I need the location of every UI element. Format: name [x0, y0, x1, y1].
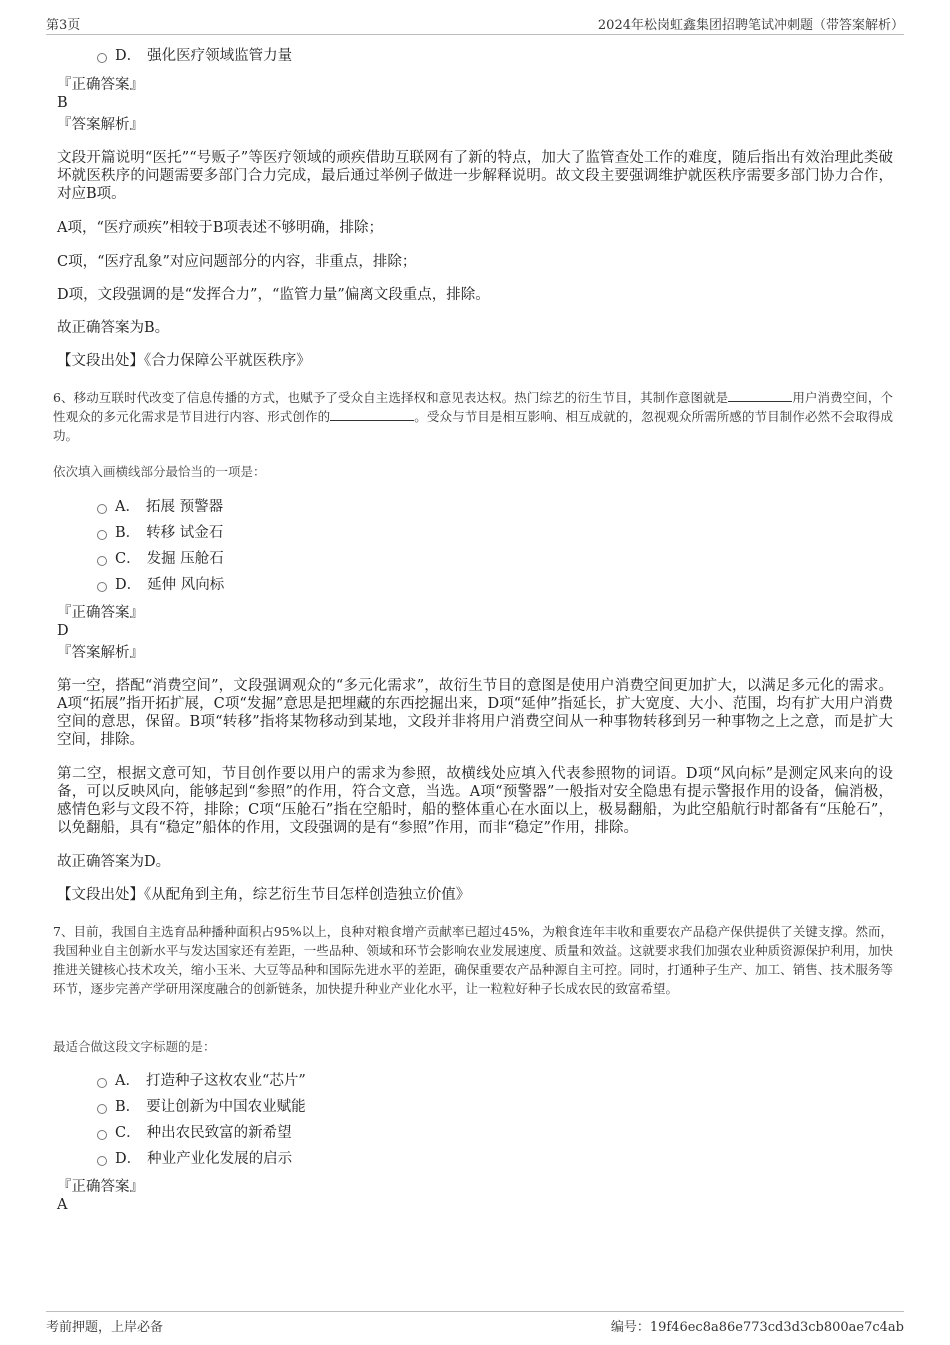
q6-answer-label: 『正确答案』 [57, 605, 144, 621]
q6-analysis-label: 『答案解析』 [57, 645, 144, 661]
radio-icon[interactable] [97, 530, 107, 540]
q6-prompt: 依次填入画横线部分最恰当的一项是： [53, 464, 266, 479]
q6-analysis-para-3: 故正确答案为D。 [57, 854, 171, 870]
q7-stem: 7、目前，我国自主选育品种播种面积占95%以上，良种对粮食增产贡献率已超过45%，为粮食连年丰收和重要农产品稳产保供提供了关键支撑。然而，我国种业自主创新水平与发达国家还有差距，一些品种、领域和环节会影响农业发展速度、质量和效益。这就要求我们加强农业种质资源保护利用，加快推进关键核心技术攻关，缩小玉米、大豆等品种和国际先进水平的差距，确保重要农产品种源自主可控。同时，打通种子生产、加工、销售、技术服务等环节，逐步完善产学研用深度融合的创新链条，加快提升种业产业化水平，让一粒粒好种子长成农民的致富希望。 [53, 924, 893, 996]
q7-option-d[interactable]: D． 种业产业化发展的启示 [97, 1150, 292, 1168]
radio-icon[interactable] [97, 1104, 107, 1114]
q6-analysis-para-1: 第一空，搭配“消费空间”，文段强调观众的“多元化需求”，故衍生节目的意图是使用户消费空间更加扩大，以满足多元化的需求。A项“拓展”指开拓扩展，C项“发掘”意思是把埋藏的东西挖掘出来，D项“延伸”指延长，扩大宽度、大小、范围，均有扩大用户消费空间的意思，保留。B项“转移”指将某物移动到某地，文段并非将用户消费空间从一种事物转移到另一种事物之上之意，而是扩大空间，排除。 [57, 678, 893, 748]
q5-analysis-para-3: C项，“医疗乱象”对应问题部分的内容，非重点，排除； [57, 254, 417, 270]
radio-icon[interactable] [97, 556, 107, 566]
q7-option-b[interactable]: B． 要让创新为中国农业赋能 [97, 1098, 306, 1116]
q7-answer-label: 『正确答案』 [57, 1179, 144, 1195]
q5-source: 【文段出处】《合力保障公平就医秩序》 [57, 353, 311, 369]
q6-source: 【文段出处】《从配角到主角，综艺衍生节目怎样创造独立价值》 [57, 887, 471, 903]
blank-2 [330, 408, 414, 421]
q5-answer: B [57, 95, 68, 111]
q7-answer: A [57, 1197, 68, 1213]
radio-icon[interactable] [97, 582, 107, 592]
radio-icon[interactable] [97, 504, 107, 514]
q7-option-a[interactable]: A． 打造种子这枚农业“芯片” [97, 1072, 306, 1090]
radio-icon[interactable] [97, 1130, 107, 1140]
q6-option-d[interactable]: D． 延伸 风向标 [97, 576, 224, 594]
radio-icon[interactable] [97, 1078, 107, 1088]
page-header [46, 14, 904, 35]
radio-icon[interactable] [97, 53, 107, 63]
q5-analysis-para-2: A项，“医疗顽疾”相较于B项表述不够明确，排除； [57, 220, 383, 236]
q6-option-a[interactable]: A． 拓展 预警器 [97, 498, 223, 516]
page-number: 第3页 [46, 18, 81, 33]
q7-option-c[interactable]: C． 种出农民致富的新希望 [97, 1124, 292, 1142]
blank-1 [728, 389, 792, 402]
page-footer [46, 1311, 904, 1336]
q6-option-c[interactable]: C． 发掘 压舱石 [97, 550, 224, 568]
q5-analysis-para-5: 故正确答案为B。 [57, 320, 170, 336]
q5-analysis-para-1: 文段开篇说明“医托”“号贩子”等医疗领域的顽疾借助互联网有了新的特点，加大了监管查处工作的难度，随后指出有效治理此类破坏就医秩序的问题需要多部门合力完成，最后通过举例子做进一步解释说明。故文段主要强调维护就医秩序需要多部门协力合作，对应B项。 [57, 150, 893, 202]
radio-icon[interactable] [97, 1156, 107, 1166]
q5-analysis-label: 『答案解析』 [57, 117, 144, 133]
footer-slogan: 考前押题，上岸必备 [46, 1320, 164, 1335]
q6-analysis-para-2: 第二空，根据文意可知，节目创作要以用户的需求为参照，故横线处应填入代表参照物的词语。D项“风向标”是测定风来向的设备，可以反映风向，能够起到“参照”的作用，符合文意，当选。A项“预警器”一般指对安全隐患有提示警报作用的设备，偏消极，感情色彩与文段不符，排除；C项“压舱石”指在空船时，船的整体重心在水面以上，极易翻船，为此空船航行时都备有“压舱石”，以免翻船，具有“稳定”船体的作用，文段强调的是有“参照”作用，而非“稳定”作用，排除。 [57, 766, 893, 836]
q5-option-d[interactable]: D． 强化医疗领域监管力量 [97, 47, 292, 65]
q6-stem: 6、移动互联时代改变了信息传播的方式，也赋予了受众自主选择权和意见表达权。热门综艺的衍生节目，其制作意图就是 用户消费空间，个性观众的多元化需求是节目进行内容、形式创作的 。受众与节目是相互影响、相互成就的，忽视观众所需所感的节目制作必然不会取得成功。 [53, 390, 893, 443]
q7-prompt: 最适合做这段文字标题的是： [53, 1039, 216, 1054]
q6-answer: D [57, 623, 69, 639]
document-title: 2024年松岗虹鑫集团招聘笔试冲刺题（带答案解析） [597, 18, 904, 33]
q6-option-b[interactable]: B． 转移 试金石 [97, 524, 223, 542]
q5-answer-label: 『正确答案』 [57, 77, 144, 93]
footer-serial: 编号：19f46ec8a86e773cd3d3cb800ae7c4ab [610, 1320, 904, 1335]
q5-analysis-para-4: D项，文段强调的是“发挥合力”，“监管力量”偏离文段重点，排除。 [57, 287, 490, 303]
